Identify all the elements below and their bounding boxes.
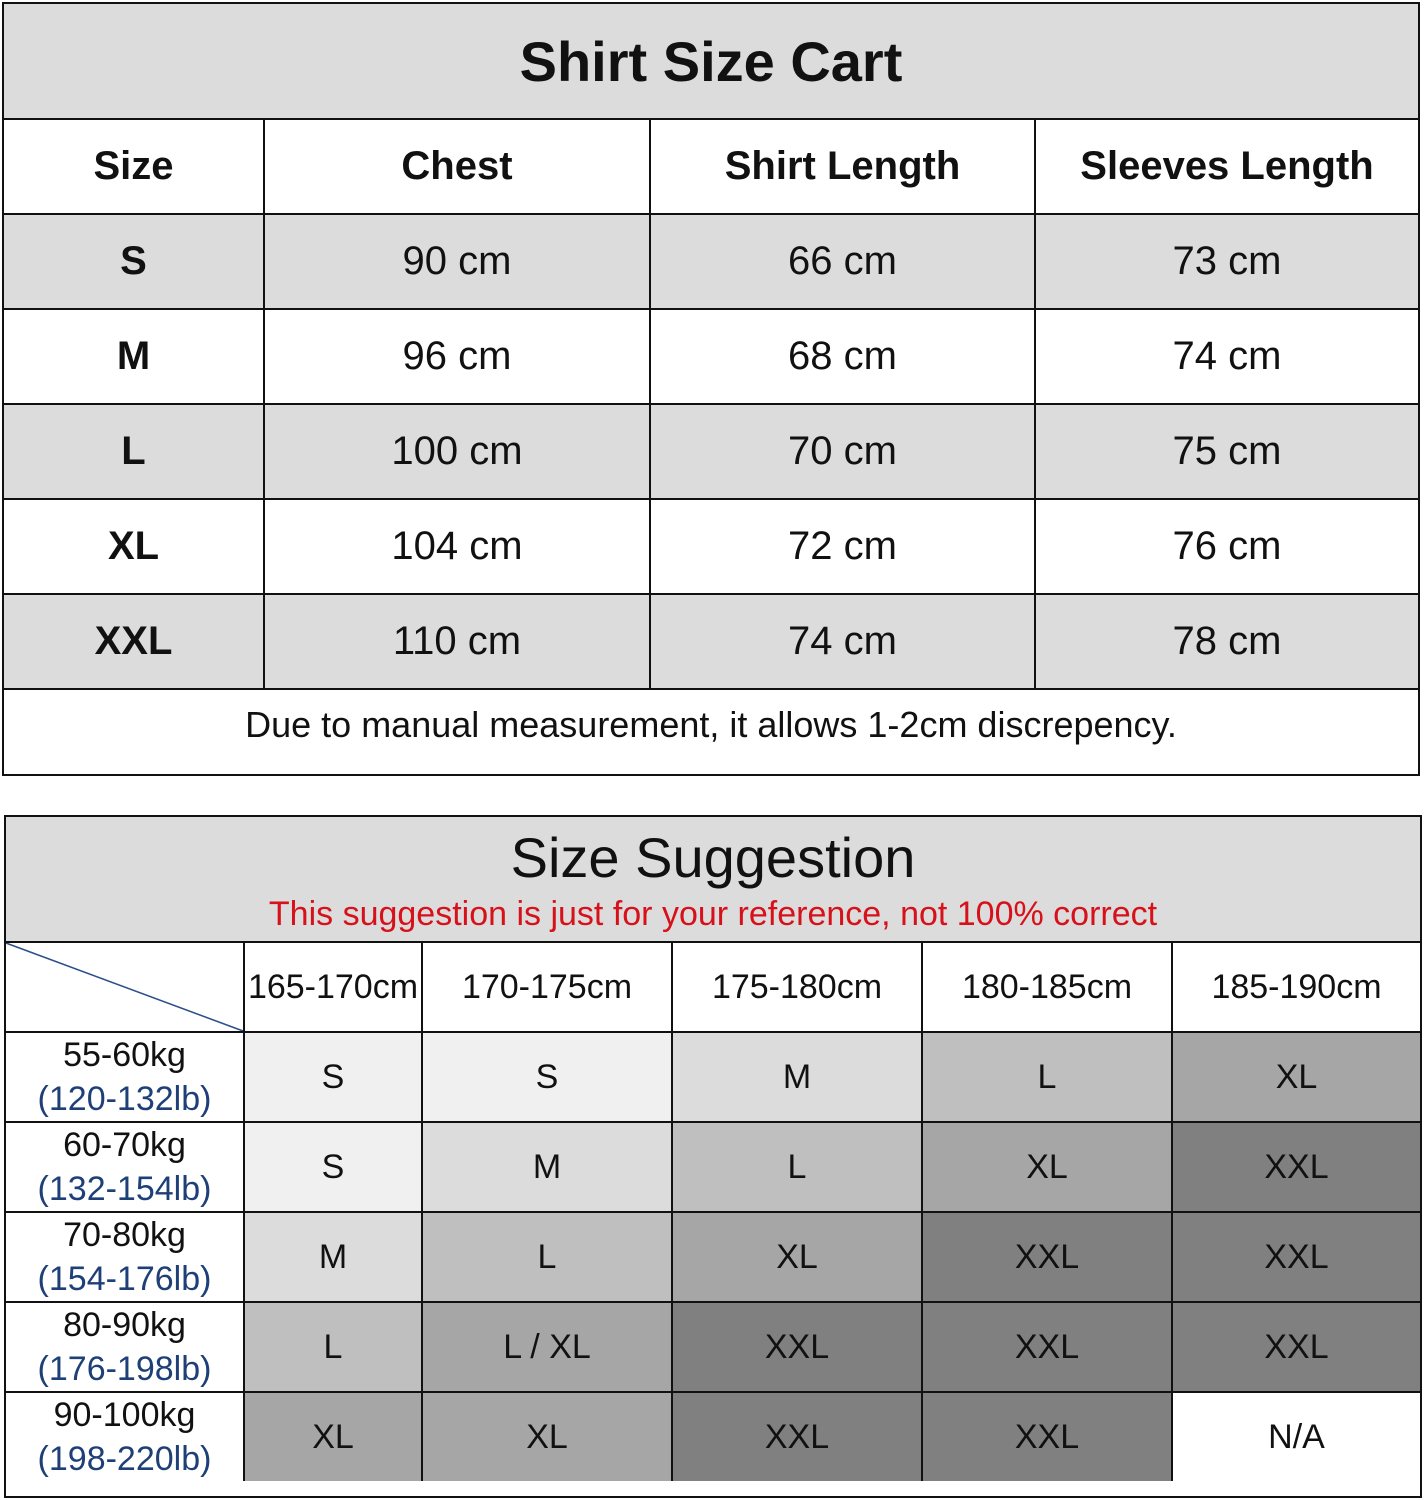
suggestion-cell: S [244, 1122, 422, 1212]
weight-lb: (176-198lb) [37, 1350, 212, 1388]
suggestion-cell: S [244, 1032, 422, 1122]
suggestion-cell: XXL [672, 1302, 922, 1392]
size-cell: XXL [4, 594, 264, 689]
shirt-length-cell: 72 cm [650, 499, 1035, 594]
shirt-length-cell: 66 cm [650, 214, 1035, 309]
corner-cell [6, 943, 244, 1032]
weight-header [6, 1392, 244, 1481]
height-header: 175-180cm [672, 943, 922, 1032]
weight-kg: 60-70kg [63, 1126, 186, 1164]
table-row [4, 309, 1418, 404]
suggestion-cell: XXL [1172, 1302, 1420, 1392]
sleeves-length-cell: 76 cm [1035, 499, 1418, 594]
height-header: 180-185cm [922, 943, 1172, 1032]
chest-cell: 104 cm [264, 499, 650, 594]
suggestion-cell: M [244, 1212, 422, 1302]
suggestion-cell: XL [672, 1212, 922, 1302]
weight-row [6, 1392, 1420, 1481]
weight-header [6, 1212, 244, 1302]
weight-row [6, 1302, 1420, 1392]
suggestion-cell: XXL [922, 1212, 1172, 1302]
size-cell: M [4, 309, 264, 404]
weight-row [6, 1212, 1420, 1302]
sleeves-length-cell: 78 cm [1035, 594, 1418, 689]
table-row [4, 594, 1418, 689]
suggestion-cell: L [672, 1122, 922, 1212]
weight-lb: (120-132lb) [37, 1080, 212, 1118]
table-row [4, 404, 1418, 499]
size-cell: L [4, 404, 264, 499]
size-suggestion-grid [6, 943, 1420, 1481]
weight-row [6, 1122, 1420, 1212]
chest-cell: 110 cm [264, 594, 650, 689]
size-suggestion-table [4, 815, 1422, 1498]
suggestion-cell: L [422, 1212, 672, 1302]
height-header: 185-190cm [1172, 943, 1420, 1032]
size-chart-title: Shirt Size Cart [4, 4, 1418, 120]
table-row [4, 214, 1418, 309]
size-suggestion-disclaimer: This suggestion is just for your reference, not 100% correct [268, 895, 1158, 933]
suggestion-cell: L [244, 1302, 422, 1392]
shirt-length-cell: 70 cm [650, 404, 1035, 499]
weight-lb: (132-154lb) [37, 1170, 212, 1208]
sleeves-length-cell: 73 cm [1035, 214, 1418, 309]
weight-lb: (154-176lb) [37, 1260, 212, 1298]
height-header-row [6, 943, 1420, 1032]
suggestion-cell: XXL [922, 1302, 1172, 1392]
weight-row [6, 1032, 1420, 1122]
shirt-length-cell: 74 cm [650, 594, 1035, 689]
suggestion-cell: N/A [1172, 1392, 1420, 1481]
weight-header [6, 1032, 244, 1122]
shirt-length-cell: 68 cm [650, 309, 1035, 404]
chest-cell: 100 cm [264, 404, 650, 499]
suggestion-cell: XL [1172, 1032, 1420, 1122]
note-row [4, 689, 1418, 760]
suggestion-cell: XXL [922, 1392, 1172, 1481]
suggestion-cell: XL [422, 1392, 672, 1481]
measurement-note: Due to manual measurement, it allows 1-2cm discrepency. [4, 689, 1418, 760]
weight-header [6, 1122, 244, 1212]
sleeves-length-cell: 74 cm [1035, 309, 1418, 404]
sleeves-length-cell: 75 cm [1035, 404, 1418, 499]
chest-cell: 96 cm [264, 309, 650, 404]
weight-kg: 90-100kg [53, 1396, 196, 1434]
weight-kg: 70-80kg [63, 1216, 186, 1254]
suggestion-cell: XL [922, 1122, 1172, 1212]
chest-cell: 90 cm [264, 214, 650, 309]
header-size: Size [4, 120, 264, 214]
size-chart-table [2, 2, 1420, 776]
suggestion-cell: L / XL [422, 1302, 672, 1392]
suggestion-cell: M [672, 1032, 922, 1122]
height-header: 165-170cm [244, 943, 422, 1032]
size-cell: S [4, 214, 264, 309]
suggestion-cell: S [422, 1032, 672, 1122]
weight-header [6, 1302, 244, 1392]
suggestion-cell: XL [244, 1392, 422, 1481]
header-sleeves-length: Sleeves Length [1035, 120, 1418, 214]
height-header: 170-175cm [422, 943, 672, 1032]
size-suggestion-header [6, 817, 1420, 943]
header-row [4, 120, 1418, 214]
header-chest: Chest [264, 120, 650, 214]
size-cell: XL [4, 499, 264, 594]
weight-lb: (198-220lb) [37, 1440, 212, 1478]
diagonal-divider [6, 943, 243, 1031]
suggestion-cell: XXL [672, 1392, 922, 1481]
suggestion-cell: L [922, 1032, 1172, 1122]
suggestion-cell: XXL [1172, 1122, 1420, 1212]
size-suggestion-title: Size Suggestion [510, 826, 916, 889]
weight-kg: 80-90kg [63, 1306, 186, 1344]
header-shirt-length: Shirt Length [650, 120, 1035, 214]
weight-kg: 55-60kg [63, 1036, 186, 1074]
size-chart-grid [4, 120, 1418, 760]
suggestion-cell: M [422, 1122, 672, 1212]
table-row [4, 499, 1418, 594]
suggestion-cell: XXL [1172, 1212, 1420, 1302]
